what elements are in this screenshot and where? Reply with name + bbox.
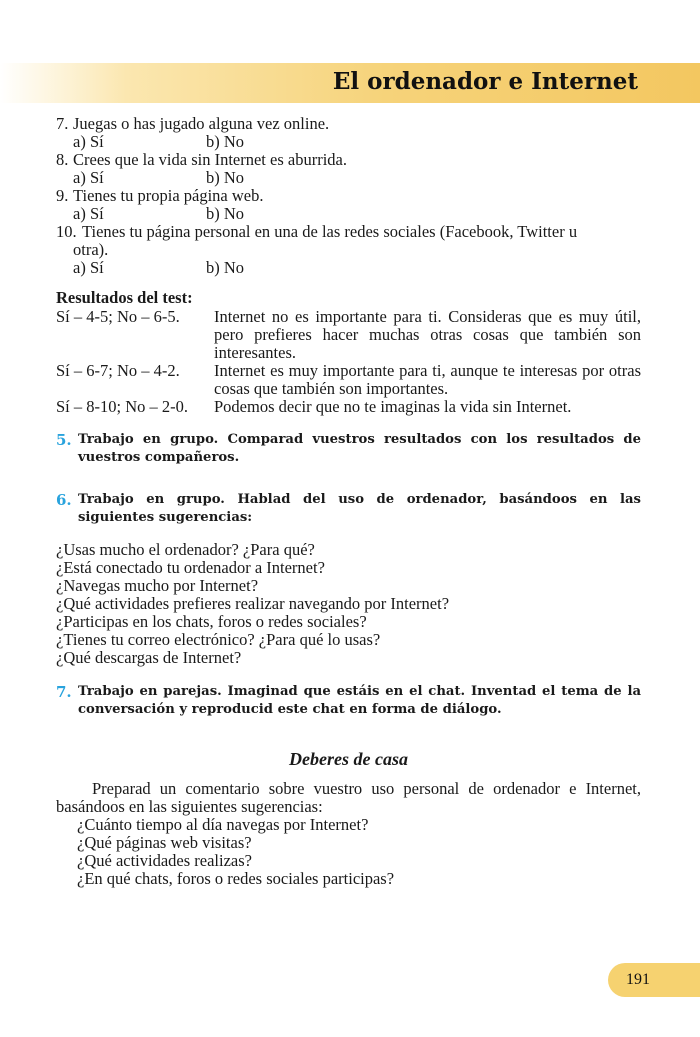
task-number: 7. <box>56 683 72 701</box>
task-6 <box>56 491 641 527</box>
discussion-question: ¿Navegas mucho por Internet? <box>56 576 259 595</box>
task-text: Trabajo en grupo. Hablad del uso de ordenador, basándoos en las siguientes sugerencias: <box>78 492 641 525</box>
result-text: Podemos decir que no te imaginas la vida sin Internet. <box>214 397 572 416</box>
results-heading: Resultados del test: <box>56 288 193 307</box>
discussion-question: ¿Qué actividades prefieres realizar navegando por Internet? <box>56 594 450 613</box>
discussion-questions <box>56 541 641 667</box>
task-number: 5. <box>56 431 72 449</box>
test-questions <box>56 115 641 277</box>
test-results <box>56 289 641 416</box>
homework-intro: Preparad un comentario sobre vuestro uso personal de ordenador e Internet, basándoos en las siguientes sugerencias: <box>56 779 641 816</box>
option-b: b) No <box>206 168 245 187</box>
page-number-tab <box>608 963 700 997</box>
question-text: Juegas o has jugado alguna vez online. <box>73 114 330 133</box>
question-text: Crees que la vida sin Internet es aburrida. <box>73 150 347 169</box>
discussion-question: ¿Participas en los chats, foros o redes sociales? <box>56 612 367 631</box>
result-row <box>56 398 641 416</box>
question-text-continued: otra). <box>73 240 109 259</box>
task-text: Trabajo en parejas. Imaginad que estáis en el chat. Inventad el tema de la conversación y reproducid este chat en forma de diálogo. <box>78 684 641 717</box>
homework-section <box>56 780 641 888</box>
homework-heading: Deberes de casa <box>289 749 408 769</box>
option-a: a) Sí <box>73 168 104 187</box>
homework-question: ¿En qué chats, foros o redes sociales participas? <box>77 869 395 888</box>
question-number: 8. <box>56 150 69 169</box>
result-row <box>56 308 641 362</box>
discussion-question: ¿Qué descargas de Internet? <box>56 648 242 667</box>
chapter-title: El ordenador e Internet <box>332 68 638 95</box>
question-number: 9. <box>56 186 69 205</box>
task-7 <box>56 683 641 719</box>
homework-question: ¿Cuánto tiempo al día navegas por Internet? <box>77 815 369 834</box>
homework-question: ¿Qué páginas web visitas? <box>77 833 252 852</box>
option-b: b) No <box>206 132 245 151</box>
task-text: Trabajo en grupo. Comparad vuestros resultados con los resultados de vuestros compañeros. <box>78 432 641 465</box>
discussion-question: ¿Usas mucho el ordenador? ¿Para qué? <box>56 540 315 559</box>
question-item <box>56 115 641 151</box>
task-5 <box>56 431 641 467</box>
result-score: Sí – 6-7; No – 4-2. <box>56 361 180 380</box>
question-number: 10. <box>56 222 77 241</box>
page-number: 191 <box>626 971 650 988</box>
discussion-question: ¿Está conectado tu ordenador a Internet? <box>56 558 325 577</box>
question-item <box>56 223 641 277</box>
result-row <box>56 362 641 398</box>
result-score: Sí – 4-5; No – 6-5. <box>56 307 180 326</box>
option-a: a) Sí <box>73 258 104 277</box>
discussion-question: ¿Tienes tu correo electrónico? ¿Para qué lo usas? <box>56 630 381 649</box>
task-number: 6. <box>56 491 72 509</box>
page-content <box>56 115 641 888</box>
result-text: Internet no es importante para ti. Consideras que es muy útil, pero prefieres hacer muchas otras cosas que también son interesantes. <box>214 307 641 362</box>
option-a: a) Sí <box>73 204 104 223</box>
option-a: a) Sí <box>73 132 104 151</box>
question-text: Tienes tu página personal en una de las redes sociales (Facebook, Twitter u <box>82 222 578 241</box>
question-item <box>56 187 641 223</box>
homework-question: ¿Qué actividades realizas? <box>77 851 252 870</box>
result-score: Sí – 8-10; No – 2-0. <box>56 397 188 416</box>
result-text: Internet es muy importante para ti, aunque te interesas por otras cosas que también son importantes. <box>214 361 641 398</box>
question-text: Tienes tu propia página web. <box>73 186 264 205</box>
option-b: b) No <box>206 204 245 223</box>
question-item <box>56 151 641 187</box>
question-number: 7. <box>56 114 69 133</box>
option-b: b) No <box>206 258 245 277</box>
